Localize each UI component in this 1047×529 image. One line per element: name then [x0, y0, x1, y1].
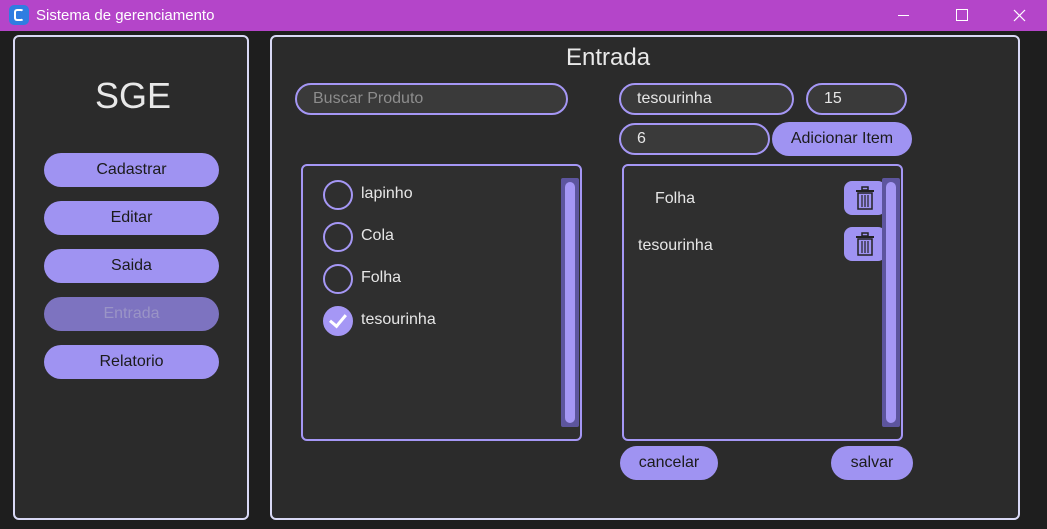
nav-entrada-button[interactable]: Entrada: [44, 297, 219, 331]
minimize-button[interactable]: [880, 0, 926, 31]
add-item-button[interactable]: Adicionar Item: [772, 122, 912, 156]
maximize-button[interactable]: [938, 0, 984, 31]
delete-folha-button[interactable]: [844, 181, 886, 215]
radio-button[interactable]: [323, 180, 353, 210]
nav-relatorio-button[interactable]: Relatorio: [44, 345, 219, 379]
scrollbar-thumb[interactable]: [565, 182, 575, 423]
search-input[interactable]: Buscar Produto: [295, 83, 568, 115]
close-button[interactable]: [996, 0, 1042, 31]
item-label-tesourinha: tesourinha: [638, 237, 713, 254]
sidebar: [13, 35, 249, 520]
scrollbar-thumb[interactable]: [886, 182, 896, 423]
product-label: Cola: [361, 227, 394, 244]
nav-editar-button[interactable]: Editar: [44, 201, 219, 235]
window-title: Sistema de gerenciamento: [36, 7, 215, 24]
radio-button[interactable]: [323, 264, 353, 294]
radio-button-checked[interactable]: [323, 306, 353, 336]
page-title: Entrada: [566, 44, 651, 71]
added-items-list: [622, 164, 903, 441]
product-list-scrollbar[interactable]: [561, 178, 579, 427]
app-icon: [9, 5, 29, 25]
product-label: tesourinha: [361, 311, 436, 328]
nav-cadastrar-button[interactable]: Cadastrar: [44, 153, 219, 187]
cancel-button[interactable]: cancelar: [620, 446, 718, 480]
radio-button[interactable]: [323, 222, 353, 252]
item-label-folha: Folha: [655, 190, 696, 207]
app-logo-text: SGE: [95, 75, 172, 116]
quantity-field[interactable]: 6: [619, 123, 770, 155]
main-panel: [270, 35, 1020, 520]
trash-icon: [855, 186, 875, 210]
trash-icon: [855, 232, 875, 256]
delete-tesourinha-button[interactable]: [844, 227, 886, 261]
items-list-scrollbar[interactable]: [882, 178, 900, 427]
close-icon: [996, 0, 1042, 31]
stock-field[interactable]: 15: [806, 83, 907, 115]
product-name-field[interactable]: tesourinha: [619, 83, 794, 115]
product-label: Folha: [361, 269, 402, 286]
save-button[interactable]: salvar: [831, 446, 913, 480]
product-label: lapinho: [361, 185, 413, 202]
title-bar: [0, 0, 1047, 31]
product-list: [301, 164, 582, 441]
nav-saida-button[interactable]: Saida: [44, 249, 219, 283]
